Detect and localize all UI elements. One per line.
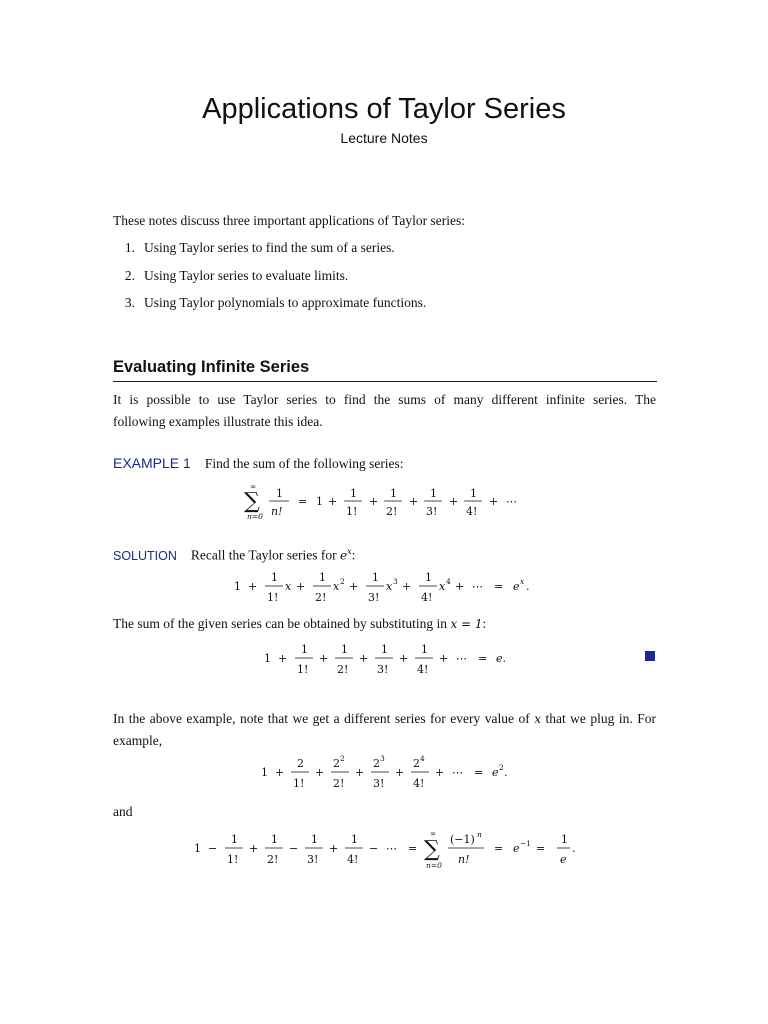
equation-symbol: e bbox=[513, 580, 520, 593]
substitute-math: x = 1 bbox=[450, 617, 483, 631]
equation-symbol: 1! bbox=[227, 853, 239, 866]
and-word: and bbox=[113, 804, 133, 819]
page-title: Applications of Taylor Series bbox=[202, 93, 566, 125]
equation-symbol: 1 bbox=[561, 833, 568, 846]
equation-symbol: 1 bbox=[231, 833, 238, 846]
equation-symbol: + bbox=[248, 580, 258, 593]
equation-symbol: n! bbox=[458, 853, 470, 866]
section-paragraph-line1: It is possible to use Taylor series to find the sums of many different infinite series. The bbox=[113, 392, 656, 407]
equation-symbol: = bbox=[478, 652, 488, 665]
equation-symbol: 3! bbox=[368, 591, 380, 604]
equation-symbol: ∞ bbox=[250, 482, 257, 491]
equation-symbol: 3 bbox=[380, 754, 385, 763]
equation-symbol: . bbox=[572, 842, 576, 855]
section-heading: Evaluating Infinite Series bbox=[113, 358, 310, 376]
equation-symbol: + bbox=[278, 652, 288, 665]
equation-symbol: 1 bbox=[261, 766, 268, 779]
solution-math-sup: x bbox=[347, 547, 352, 556]
equation-symbol: x bbox=[386, 580, 393, 593]
equation-symbol: 3! bbox=[307, 853, 319, 866]
equation-symbol: = bbox=[408, 842, 418, 855]
equation-symbol: 2 bbox=[499, 763, 504, 772]
equation-symbol: 3! bbox=[426, 505, 438, 518]
equation-symbol: 1 bbox=[425, 571, 432, 584]
solution-label: SOLUTION bbox=[113, 548, 177, 563]
equation-symbol: x bbox=[520, 577, 525, 586]
equation-symbol: + bbox=[409, 495, 419, 508]
substitute-sentence: The sum of the given series can be obtained by substituting in x = 1: bbox=[113, 616, 487, 631]
equation-symbol: 1 bbox=[470, 487, 477, 500]
equation-symbol: 1 bbox=[271, 833, 278, 846]
equation-symbol: + bbox=[249, 842, 259, 855]
equation-symbol: 3! bbox=[377, 663, 389, 676]
example-text: Find the sum of the following series: bbox=[204, 456, 404, 471]
equation-symbol: ∑ bbox=[424, 837, 440, 862]
equation-symbol: 1 bbox=[350, 487, 357, 500]
equation-symbol: x bbox=[439, 580, 446, 593]
equation-symbol: 1 bbox=[234, 580, 241, 593]
equation-symbol: ⋯ bbox=[506, 495, 517, 508]
equation-symbol: n! bbox=[271, 505, 283, 518]
equation-symbol: 1! bbox=[293, 777, 305, 790]
list-item: 3. Using Taylor polynomials to approximate functions. bbox=[124, 295, 427, 310]
qed-square-icon bbox=[645, 651, 655, 661]
equation-symbol: 2! bbox=[315, 591, 327, 604]
equation-e-inverse bbox=[190, 828, 590, 874]
list-item: 1. Using Taylor series to find the sum of a series. bbox=[124, 240, 395, 255]
equation-symbol: + bbox=[439, 652, 449, 665]
equation-symbol: = bbox=[474, 766, 484, 779]
equation-symbol: e bbox=[492, 766, 499, 779]
equation-symbol: 1 bbox=[276, 487, 283, 500]
equation-symbol: 1! bbox=[297, 663, 309, 676]
equation-symbol: n=0 bbox=[247, 512, 263, 521]
example-label: EXAMPLE 1 bbox=[113, 455, 191, 471]
equation-symbol: = bbox=[536, 842, 546, 855]
equation-symbol: + bbox=[355, 766, 365, 779]
equation-symbol: 2! bbox=[337, 663, 349, 676]
equation-symbol: 3 bbox=[393, 577, 398, 586]
equation-symbol: 2 bbox=[340, 754, 345, 763]
equation-symbol: + bbox=[395, 766, 405, 779]
equation-symbol: = bbox=[494, 842, 504, 855]
equation-symbol: + bbox=[329, 842, 339, 855]
equation-symbol: + bbox=[296, 580, 306, 593]
equation-symbol: 1 bbox=[390, 487, 397, 500]
equation-symbol: = bbox=[298, 495, 308, 508]
equation-symbol: + bbox=[319, 652, 329, 665]
equation-symbol: e. bbox=[496, 652, 507, 665]
equation-symbol: 2 bbox=[413, 757, 420, 770]
section-rule bbox=[113, 381, 657, 382]
equation-symbol: −1 bbox=[520, 839, 532, 848]
solution-math: e bbox=[340, 548, 348, 563]
equation-symbol: + bbox=[489, 495, 499, 508]
equation-symbol: 2 bbox=[333, 757, 340, 770]
equation-symbol: 4! bbox=[421, 591, 433, 604]
equation-symbol: 1 bbox=[264, 652, 271, 665]
equation-symbol: 4! bbox=[466, 505, 478, 518]
equation-symbol: + bbox=[315, 766, 325, 779]
equation-symbol: 1 bbox=[319, 571, 326, 584]
equation-symbol: 1 bbox=[194, 842, 201, 855]
equation-symbol: . bbox=[504, 766, 508, 779]
equation-symbol: ⋯ bbox=[472, 580, 483, 593]
equation-symbol: ∞ bbox=[430, 829, 437, 838]
equation-symbol: 2! bbox=[267, 853, 279, 866]
equation-symbol: n bbox=[477, 830, 482, 839]
equation-symbol: 2 bbox=[373, 757, 380, 770]
list-item: 2. Using Taylor series to evaluate limits. bbox=[124, 267, 349, 283]
equation-symbol: + bbox=[455, 580, 465, 593]
equation-symbol: 1 bbox=[311, 833, 318, 846]
equation-symbol: + bbox=[359, 652, 369, 665]
equation-symbol: − bbox=[289, 842, 299, 855]
equation-symbol: − bbox=[208, 842, 218, 855]
solution-text: Recall the Taylor series for bbox=[190, 547, 337, 563]
equation-symbol: 1 bbox=[301, 643, 308, 656]
equation-symbol: ⋯ bbox=[452, 766, 463, 779]
equation-symbol: 2 bbox=[297, 757, 304, 770]
equation-symbol: 2 bbox=[340, 577, 345, 586]
equation-symbol: 1! bbox=[346, 505, 358, 518]
equation-symbol: ⋯ bbox=[386, 842, 397, 855]
equation-symbol: + bbox=[435, 766, 445, 779]
equation-symbol: 1 bbox=[351, 833, 358, 846]
equation-symbol: 3! bbox=[373, 777, 385, 790]
equation-symbol: − bbox=[369, 842, 379, 855]
equation-symbol: 4! bbox=[417, 663, 429, 676]
equation-symbol: + bbox=[449, 495, 459, 508]
applications-list bbox=[113, 239, 426, 322]
equation-symbol: e bbox=[560, 853, 567, 866]
equation-symbol: 4 bbox=[420, 754, 425, 763]
equation-symbol: 4 bbox=[446, 577, 451, 586]
equation-symbol: 1 bbox=[271, 571, 278, 584]
equation-example-series bbox=[240, 480, 540, 526]
equation-symbol: ∑ bbox=[244, 489, 260, 514]
equation-symbol: = bbox=[494, 580, 504, 593]
equation-symbol: 4! bbox=[347, 853, 359, 866]
equation-symbol: e bbox=[513, 842, 520, 855]
page-subtitle: Lecture Notes bbox=[340, 130, 428, 146]
section-paragraph-line2: following examples illustrate this idea. bbox=[113, 414, 323, 429]
equation-symbol: 1 bbox=[372, 571, 379, 584]
equation-symbol: + bbox=[369, 495, 379, 508]
equation-symbol: + bbox=[349, 580, 359, 593]
equation-symbol: + bbox=[328, 495, 338, 508]
equation-symbol: 2! bbox=[386, 505, 398, 518]
equation-symbol: 4! bbox=[413, 777, 425, 790]
remark-line2: example, bbox=[113, 733, 163, 748]
intro-paragraph: These notes discuss three important applications of Taylor series: bbox=[113, 213, 465, 228]
equation-symbol: x bbox=[285, 580, 292, 593]
equation-symbol: + bbox=[275, 766, 285, 779]
equation-symbol: . bbox=[526, 580, 530, 593]
equation-symbol: 1! bbox=[267, 591, 279, 604]
equation-symbol: n=0 bbox=[426, 861, 442, 870]
equation-sum-equals-e bbox=[258, 640, 518, 682]
equation-exp-taylor-series bbox=[230, 566, 550, 608]
equation-symbol: ⋯ bbox=[456, 652, 467, 665]
remark-line1: In the above example, note that we get a different series for every value of x that we plug in. For bbox=[113, 711, 656, 726]
equation-symbol: 1 bbox=[316, 495, 323, 508]
solution: SOLUTION Recall the Taylor series for $e^x$: bbox=[113, 547, 356, 563]
remark-math: x bbox=[534, 712, 541, 726]
example-1 bbox=[113, 452, 656, 475]
equation-symbol: 2! bbox=[333, 777, 345, 790]
equation-e-squared bbox=[255, 753, 525, 795]
equation-symbol: 1 bbox=[341, 643, 348, 656]
equation-symbol: x bbox=[333, 580, 340, 593]
equation-symbol: (−1) bbox=[450, 833, 475, 846]
equation-symbol: 1 bbox=[421, 643, 428, 656]
equation-symbol: + bbox=[399, 652, 409, 665]
equation-symbol: 1 bbox=[430, 487, 437, 500]
equation-symbol: 1 bbox=[381, 643, 388, 656]
equation-symbol: + bbox=[402, 580, 412, 593]
